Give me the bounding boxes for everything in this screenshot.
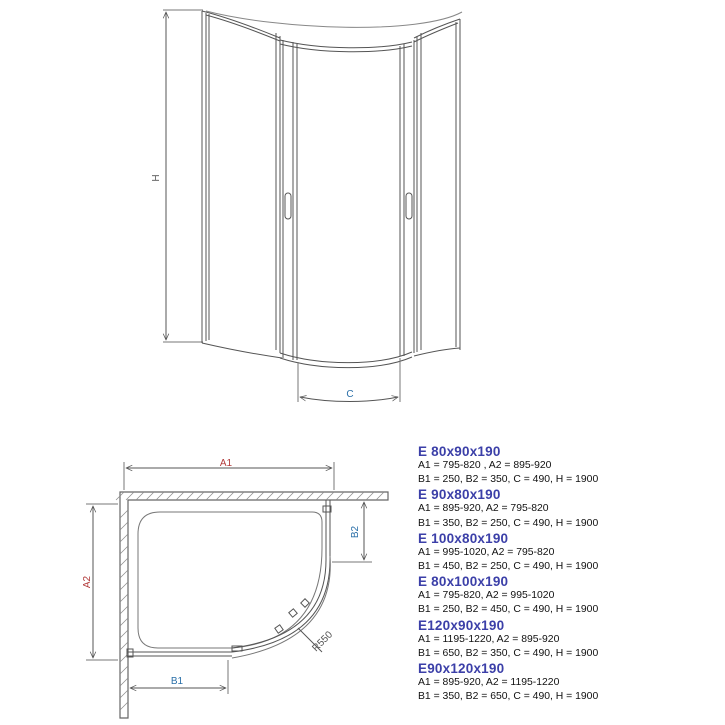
height-label: H [151,174,162,182]
radius-label: R550 [310,629,336,655]
b-dimensions-line: B1 = 350, B2 = 650, C = 490, H = 1900 [418,691,599,703]
b-dimensions-line: B1 = 250, B2 = 350, C = 490, H = 1900 [418,474,599,486]
wall-hatching [116,492,388,718]
spec-block-e100x80 [418,531,718,574]
model-title: E 80x90x190 [418,444,501,459]
model-title: E 90x80x190 [418,487,501,503]
a-dimensions-line: A1 = 895-920, A2 = 1195-1220 [418,677,560,689]
curved-frame [280,40,412,368]
spec-block-e90x80 [418,487,718,530]
model-title: E 100x80x190 [418,530,509,546]
opening-label: C [346,389,354,400]
a-dimensions-line: A1 = 995-1020, A2 = 795-820 [418,546,555,558]
model-title: E90x120x190 [418,661,505,677]
front-elevation-view [151,10,462,402]
a-dimensions-line: A1 = 895-920, A2 = 795-820 [418,503,549,515]
a-dimensions-line: A1 = 1195-1220, A2 = 895-920 [418,633,560,645]
b2-label: B2 [350,525,361,539]
b1-label: B1 [170,676,184,687]
model-title: E120x90x190 [418,617,505,633]
model-title: E 80x100x190 [418,574,509,590]
plan-view [82,458,388,718]
a2-label: A2 [82,575,93,589]
b-dimensions-line: B1 = 650, B2 = 350, C = 490, H = 1900 [418,647,599,659]
model-spec-list [418,444,718,704]
spec-block-e120x90 [418,618,718,661]
spec-block-e80x90 [418,444,718,487]
a1-label: A1 [219,458,233,469]
a-dimensions-line: A1 = 795-820 , A2 = 895-920 [418,460,552,471]
shower-tray [138,512,322,648]
right-fixed-panel [206,11,462,356]
b-dimensions-line: B1 = 450, B2 = 250, C = 490, H = 1900 [418,561,599,573]
a-dimensions-line: A1 = 795-820, A2 = 995-1020 [418,590,555,602]
spec-block-e90x120 [418,661,718,704]
height-dimension [163,10,203,342]
spec-block-e80x100 [418,574,718,617]
right-sliding-door [400,40,414,356]
left-fixed-panel [202,11,282,358]
enclosure-frame [127,500,331,658]
b-dimensions-line: B1 = 250, B2 = 450, C = 490, H = 1900 [418,604,599,616]
left-sliding-door [283,40,297,360]
b-dimensions-line: B1 = 350, B2 = 250, C = 490, H = 1900 [418,517,599,529]
